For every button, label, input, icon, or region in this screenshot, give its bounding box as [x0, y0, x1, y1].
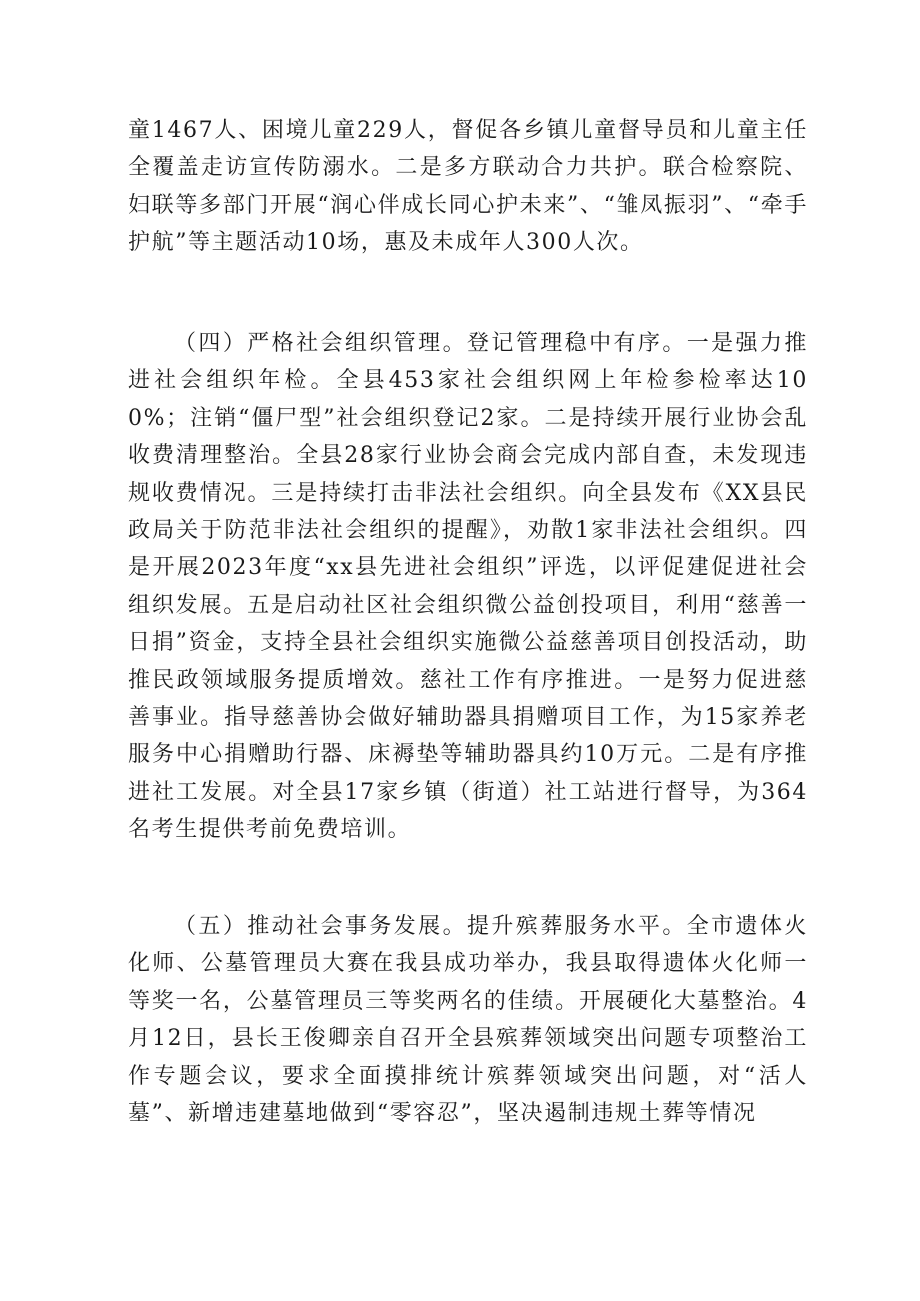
paragraph-social-organization-management: （四）严格社会组织管理。登记管理稳中有序。一是强力推进社会组织年检。全县453家社会组织网上年检参检率达100%；注销“僵尸型”社会组织登记2家。二是持续开展行业协会乱收费清理整治。全县28家行业协会商会完成内部自查，未发现违规收费情况。三是持续打击非法社会组织。向全县发布《XX县民政局关于防范非法社会组织的提醒》，劝散1家非法社会组织。四是开展2023年度“xx县先进社会组织”评选，以评促建促进社会组织发展。五是启动社区社会组织微公益创投项目，利用“慈善一日捐”资金，支持全县社会组织实施微公益慈善项目创投活动，助推民政领域服务提质增效。慈社工作有序推进。一是努力促进慈善事业。指导慈善协会做好辅助器具捐赠项目工作，为15家养老服务中心捐赠助行器、床褥垫等辅助器具约10万元。二是有序推进社工发展。对全县17家乡镇（街道）社工站进行督导，为364名考生提供考前免费培训。: [128, 331, 808, 843]
paragraph-children-protection: 童1467人、困境儿童229人，督促各乡镇儿童督导员和儿童主任全覆盖走访宣传防溺水。二是多方联动合力共护。联合检察院、妇联等多部门开展“润心伴成长同心护未来”、“雏凤振羽”、“牵手护航”等主题活动10场，惠及未成年人300人次。: [128, 118, 808, 256]
paragraph-social-affairs-development: （五）推动社会事务发展。提升殡葬服务水平。全市遗体火化师、公墓管理员大赛在我县成功举办，我县取得遗体火化师一等奖一名，公墓管理员三等奖两名的佳绩。开展硬化大墓整治。4月12日，县长王俊卿亲自召开全县殡葬领域突出问题专项整治工作专题会议，要求全面摸排统计殡葬领域突出问题，对“活人墓”、新增违建墓地做到“零容忍”，坚决遏制违规土葬等情况: [128, 914, 808, 1127]
